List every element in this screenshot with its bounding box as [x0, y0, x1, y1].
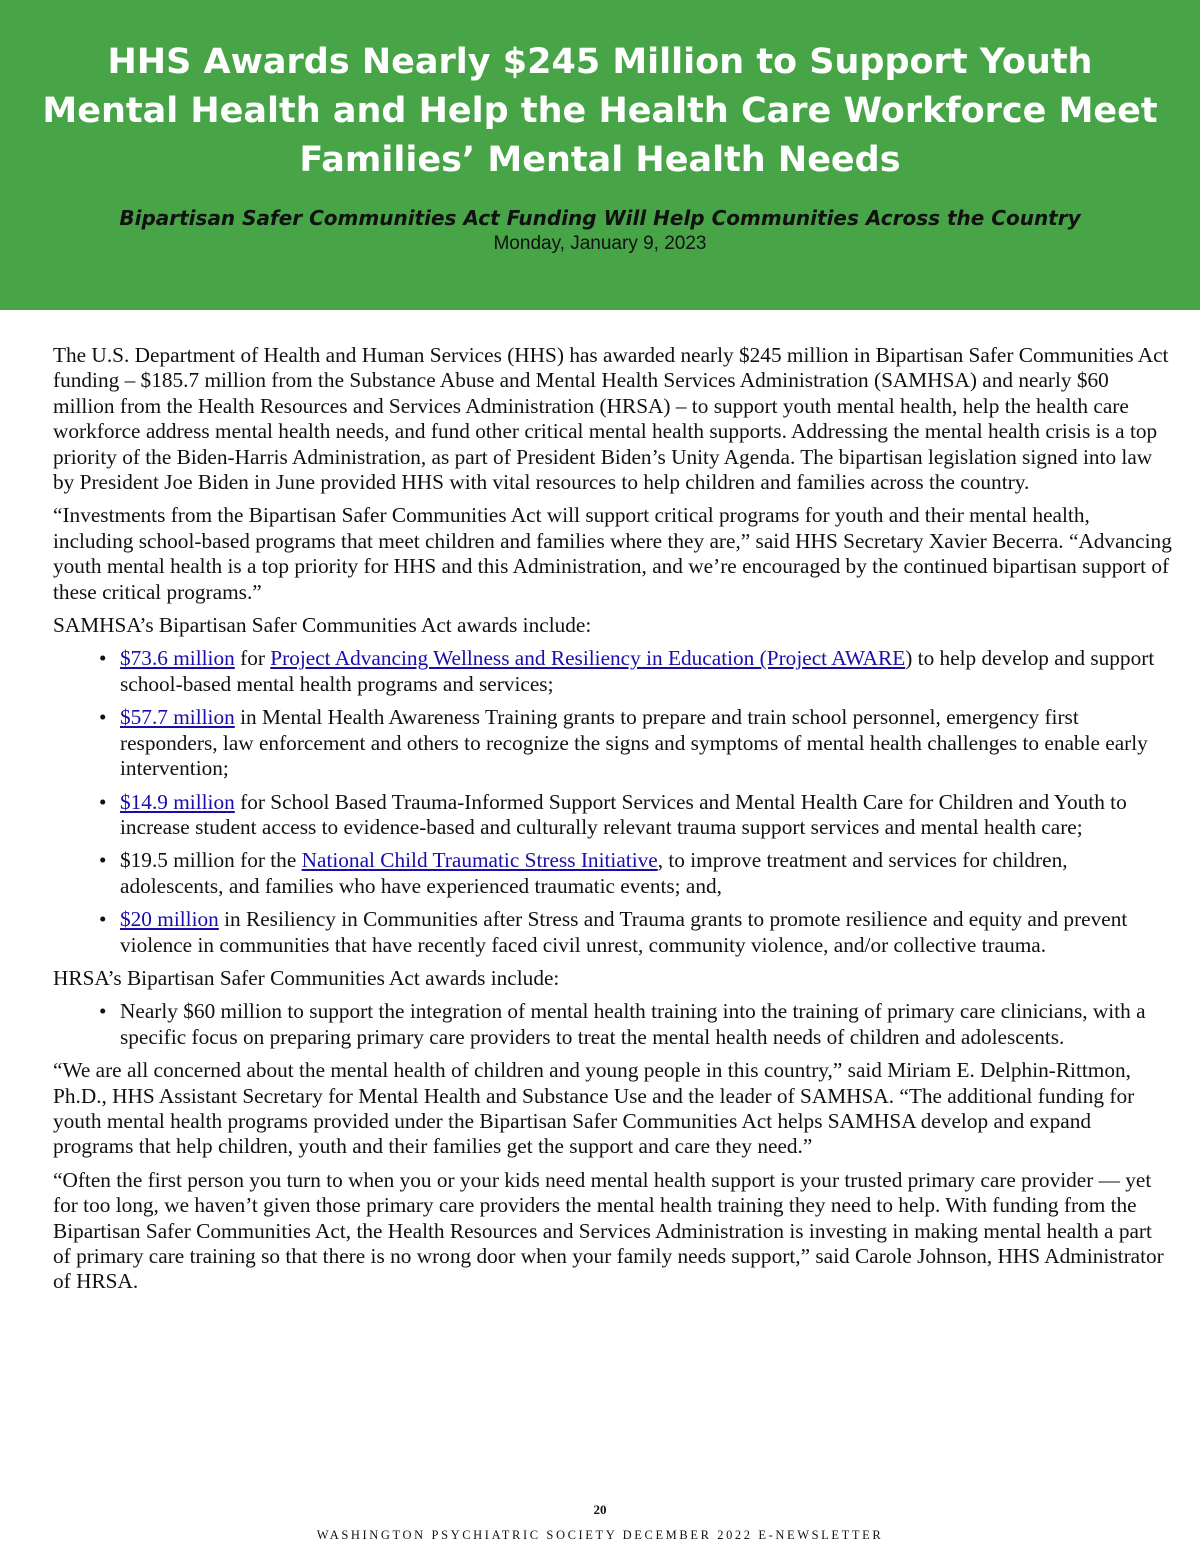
hrsa-awards-list [53, 999, 1173, 1050]
project-aware-link[interactable]: Project Advancing Wellness and Resiliency in Education (Project AWARE [270, 646, 906, 671]
list-item: • $14.9 million for School Based Trauma-Informed Support Services and Mental Health Care for Children and Youth to increase student access to evidence-based and culturally relevant trauma support services and mental health care; [99, 789, 1127, 839]
page-number: 20 [593, 1502, 607, 1517]
award-link-20-million[interactable]: $20 million [120, 907, 219, 932]
samhsa-awards-list [53, 646, 1173, 957]
award-link-73-6-million[interactable]: $73.6 million [120, 646, 235, 671]
hrsa-heading: HRSA’s Bipartisan Safer Communities Act awards include: [53, 965, 560, 990]
publish-date: Monday, January 9, 2023 [493, 233, 707, 254]
bullet-icon: • [99, 646, 107, 671]
samhsa-heading: SAMHSA’s Bipartisan Safer Communities Act awards include: [53, 613, 592, 638]
bullet-icon: • [99, 848, 107, 873]
page-title: HHS Awards Nearly $245 Million to Support Youth Mental Health and Help the Health Care Workforce Meet Families’ Mental Health Needs [42, 42, 1158, 180]
nctsi-link[interactable]: National Child Traumatic Stress Initiative [301, 848, 658, 873]
bullet-icon: • [99, 999, 107, 1024]
intro-paragraph: The U.S. Department of Health and Human Services (HHS) has awarded nearly $245 million in Bipartisan Safer Communities Act funding – $185.7 million from the Substance Abuse and Mental Health Services Administration (SAMHSA) and nearly $60 million from the Health Resources and Services Administration (HRSA) – to support youth mental health, help the health care workforce address mental health needs, and fund other critical mental health supports. Addressing the mental health crisis is a top priority of the Biden-Harris Administration, as part of President Biden’s Unity Agenda. The bipartisan legislation signed into law by President Joe Biden in June provided HHS with vital resources to help children and families across the country. [53, 343, 1169, 495]
list-item: • $19.5 million for the National Child Traumatic Stress Initiative, to improve treatment and services for children, adolescents, and families who have experienced traumatic events; and, [99, 848, 1068, 898]
article-body [53, 343, 1173, 1303]
bullet-icon: • [99, 705, 107, 730]
list-item: • $20 million in Resiliency in Communities after Stress and Trauma grants to promote resilience and equity and prevent violence in communities that have recently faced civil unrest, community violence, and/or collective trauma. [99, 907, 1128, 957]
johnson-quote: “Often the first person you turn to when you or your kids need mental health support is your trusted primary care provider — yet for too long, we haven’t given those primary care providers the mental health training they need to help. With funding from the Bipartisan Safer Communities Act, the Health Resources and Services Administration is investing in making mental health a part of primary care training so that there is no wrong door when your family needs support,” said Carole Johnson, HHS Administrator of HRSA. [53, 1167, 1164, 1294]
list-item: • $73.6 million for Project Advancing Wellness and Resiliency in Education (Project AWARE) to help develop and support school-based mental health programs and services; [99, 646, 1155, 696]
bullet-icon: • [99, 789, 107, 814]
delphin-rittmon-quote: “We are all concerned about the mental health of children and young people in this country,” said Miriam E. Delphin-Rittmon, Ph.D., HHS Assistant Secretary for Mental Health and Substance Use and the leader of SAMHSA. “The additional funding for youth mental health programs provided under the Bipartisan Safer Communities Act helps SAMHSA develop and expand programs that help children, youth and their families get the support and care they need.” [53, 1058, 1135, 1159]
becerra-quote: “Investments from the Bipartisan Safer Communities Act will support critical programs for youth and their mental health, including school-based programs that meet children and families where they are,” said HHS Secretary Xavier Becerra. “Advancing youth mental health is a top priority for HHS and this Administration, and we’re encouraged by the continued bipartisan support of these critical programs.” [53, 503, 1172, 604]
award-link-14-9-million[interactable]: $14.9 million [120, 789, 235, 814]
list-item: • $57.7 million in Mental Health Awareness Training grants to prepare and train school personnel, emergency first responders, law enforcement and others to recognize the signs and symptoms of mental health challenges to enable early intervention; [99, 705, 1148, 781]
page-subtitle: Bipartisan Safer Communities Act Funding Will Help Communities Across the Country [119, 206, 1081, 230]
list-item: • Nearly $60 million to support the integration of mental health training into the training of primary care clinicians, with a specific focus on preparing primary care providers to treat the mental health needs of children and adolescents. [99, 999, 1146, 1049]
newsletter-footer: WASHINGTON PSYCHIATRIC SOCIETY DECEMBER 2022 E-NEWSLETTER [316, 1528, 884, 1542]
header-banner [0, 0, 1200, 310]
bullet-icon: • [99, 907, 107, 932]
award-link-57-7-million[interactable]: $57.7 million [120, 705, 235, 730]
